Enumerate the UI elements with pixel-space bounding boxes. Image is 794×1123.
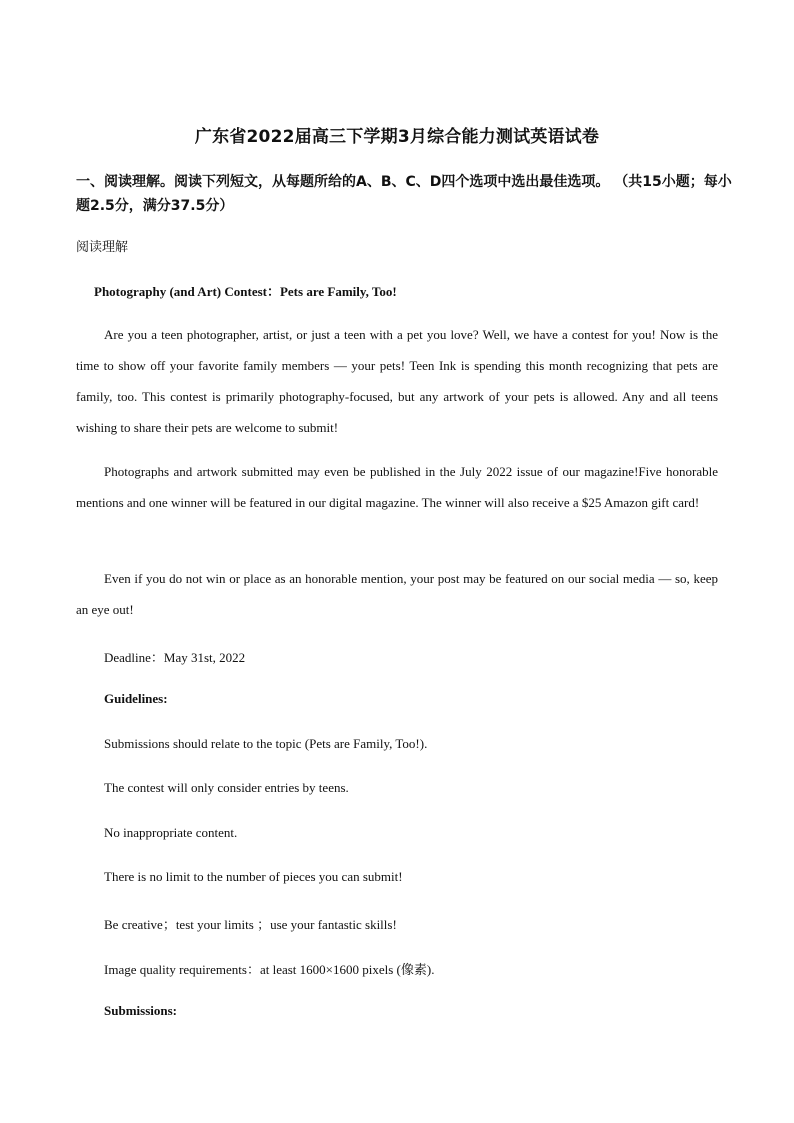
guideline-item: There is no limit to the number of pieces you can submit!: [104, 869, 403, 884]
paragraph-intro: Are you a teen photographer, artist, or just a teen with a pet you love? Well, we have a contest for you! Now is the time to show off your favorite family members — your pets! Teen Ink is spending this month recognizing that pets are family, too. This contest is primarily photography-focused, but any artwork of your pets is allowed. Any and all teens wishing to share their pets are welcome to submit!: [76, 327, 718, 435]
page-title: 广东省2022届高三下学期3月综合能力测试英语试卷: [194, 127, 600, 147]
submissions-heading: Submissions:: [104, 1003, 177, 1018]
paragraph-publication: Photographs and artwork submitted may even be published in the July 2022 issue of our magazine!Five honorable mentions and one winner will be featured in our digital magazine. The winner will also receive a $25 Amazon gift card!: [76, 464, 718, 510]
deadline-text: Deadline：May 31st, 2022: [104, 650, 246, 665]
passage-title: Photography (and Art) Contest：Pets are Family, Too!: [94, 284, 397, 299]
guideline-item: No inappropriate content.: [104, 825, 238, 840]
paragraph-social-media: Even if you do not win or place as an honorable mention, your post may be featured on our social media — so, keep an eye out!: [76, 571, 718, 617]
guidelines-heading: Guidelines:: [104, 691, 168, 706]
guideline-item: Image quality requirements：at least 1600×1600 pixels (像素).: [104, 962, 435, 977]
guideline-item: Be creative；test your limits ；use your fantastic skills!: [104, 917, 397, 932]
subsection-label: 阅读理解: [76, 240, 129, 255]
section-heading: 一、阅读理解。阅读下列短文，从每题所给的A、B、C、D四个选项中选出最佳选项。 （共15小题；每小题2.5分，满分37.5分）: [76, 174, 732, 214]
guideline-item: Submissions should relate to the topic (Pets are Family, Too!).: [104, 736, 428, 751]
guideline-item: The contest will only consider entries by teens.: [104, 780, 349, 795]
